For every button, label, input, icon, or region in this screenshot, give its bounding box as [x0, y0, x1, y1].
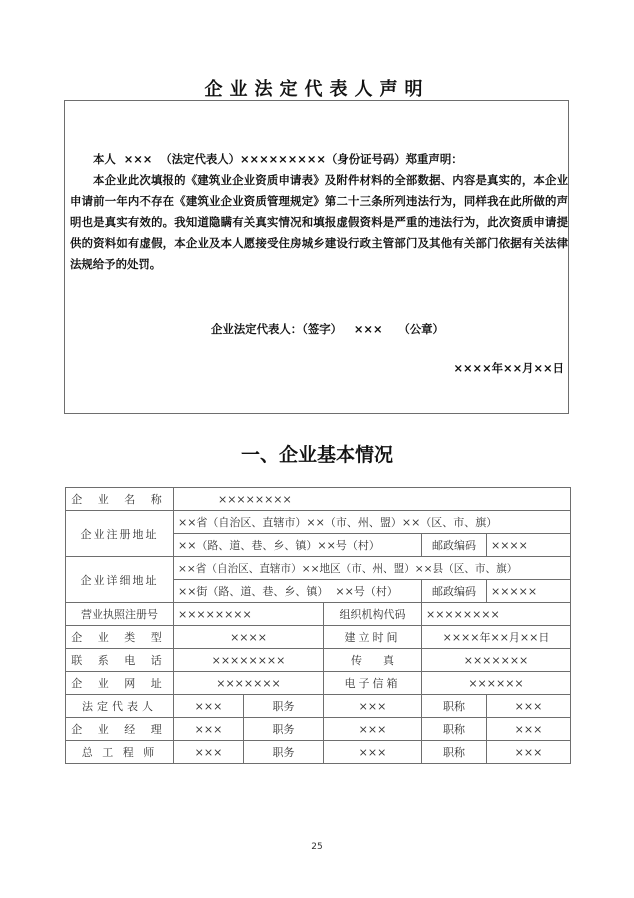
- website-value: ×××××××: [174, 672, 324, 695]
- detail-postal-label: 邮政编码: [422, 580, 487, 603]
- signature-line: 企业法定代表人：（签字） ××× （公章）: [211, 322, 444, 336]
- detail-address-label: 企业详细地址: [66, 557, 174, 603]
- license-value: ××××××××: [174, 603, 324, 626]
- declaration-date: ××××年××月××日: [453, 361, 564, 375]
- fax-value: ×××××××: [422, 649, 571, 672]
- phone-label: 联 系 电 话: [66, 649, 174, 672]
- person-duty-label: 职务: [244, 718, 324, 741]
- table-row: [66, 511, 571, 534]
- person-duty: ×××: [324, 695, 422, 718]
- person-name: ×××: [174, 741, 244, 764]
- declaration-text: [70, 149, 568, 275]
- person-duty-label: 职务: [244, 741, 324, 764]
- email-label: 电子信箱: [324, 672, 422, 695]
- founded-label: 建立时间: [324, 626, 422, 649]
- org-code-label: 组织机构代码: [324, 603, 422, 626]
- table-row: [66, 488, 571, 511]
- reg-address-line2: ××（路、道、巷、乡、镇）××号（村）: [174, 534, 422, 557]
- reg-address-line1: ××省（自治区、直辖市）××（市、州、盟）××（区、市、旗）: [174, 511, 571, 534]
- phone-value: ××××××××: [174, 649, 324, 672]
- reg-postal-label: 邮政编码: [422, 534, 487, 557]
- website-label: 企 业 网 址: [66, 672, 174, 695]
- person-duty-label: 职务: [244, 695, 324, 718]
- table-row: [66, 718, 571, 741]
- founded-value: ××××年××月××日: [422, 626, 571, 649]
- table-row: [66, 626, 571, 649]
- company-name-value: ××××××××: [174, 488, 571, 511]
- company-info-table: [65, 487, 571, 764]
- person-title-label: 职称: [422, 741, 487, 764]
- type-label: 企 业 类 型: [66, 626, 174, 649]
- section-title: 一、企业基本情况: [240, 444, 393, 466]
- reg-address-label: 企业注册地址: [66, 511, 174, 557]
- person-role: 总 工 程 师: [66, 741, 174, 764]
- person-duty: ×××: [324, 718, 422, 741]
- reg-postal-value: ××××: [487, 534, 571, 557]
- declaration-title: 企业法定代表人声明: [204, 79, 430, 100]
- person-role: 法定代表人: [66, 695, 174, 718]
- person-duty: ×××: [324, 741, 422, 764]
- page-number: 25: [311, 842, 323, 852]
- declaration-body: 本企业此次填报的《建筑业企业资质申请表》及附件材料的全部数据、内容是真实的，本企业申请前一年内不存在《建筑业企业资质管理规定》第二十三条所列违法行为，同样我在此所做的声明也是真实有效的。我知道隐瞒有关真实情况和填报虚假资料是严重的违法行为，此次资质申请提供的资料如有虚假，本企业及本人愿接受住房城乡建设行政主管部门及其他有关部门依据有关法律法规给予的处罚。: [70, 173, 568, 271]
- email-value: ××××××: [422, 672, 571, 695]
- org-code-value: ××××××××: [422, 603, 571, 626]
- person-title-label: 职称: [422, 718, 487, 741]
- person-title: ×××: [487, 718, 571, 741]
- person-name: ×××: [174, 718, 244, 741]
- type-value: ××××: [174, 626, 324, 649]
- table-row: [66, 741, 571, 764]
- person-title: ×××: [487, 695, 571, 718]
- table-row: [66, 672, 571, 695]
- table-row: [66, 695, 571, 718]
- detail-postal-value: ×××××: [487, 580, 571, 603]
- company-name-label: 企 业 名 称: [66, 488, 174, 511]
- person-name: ×××: [174, 695, 244, 718]
- license-label: 营业执照注册号: [66, 603, 174, 626]
- detail-address-line2: ××街（路、道、巷、乡、镇） ××号（村）: [174, 580, 422, 603]
- declaration-line1: 本人 ××× （法定代表人）×××××××××（身份证号码）郑重声明：: [93, 152, 463, 166]
- person-title-label: 职称: [422, 695, 487, 718]
- table-row: [66, 603, 571, 626]
- person-role: 企 业 经 理: [66, 718, 174, 741]
- detail-address-line1: ××省（自治区、直辖市）××地区（市、州、盟）××县（区、市、旗）: [174, 557, 571, 580]
- table-row: [66, 649, 571, 672]
- person-title: ×××: [487, 741, 571, 764]
- table-row: [66, 557, 571, 580]
- fax-label: 传 真: [324, 649, 422, 672]
